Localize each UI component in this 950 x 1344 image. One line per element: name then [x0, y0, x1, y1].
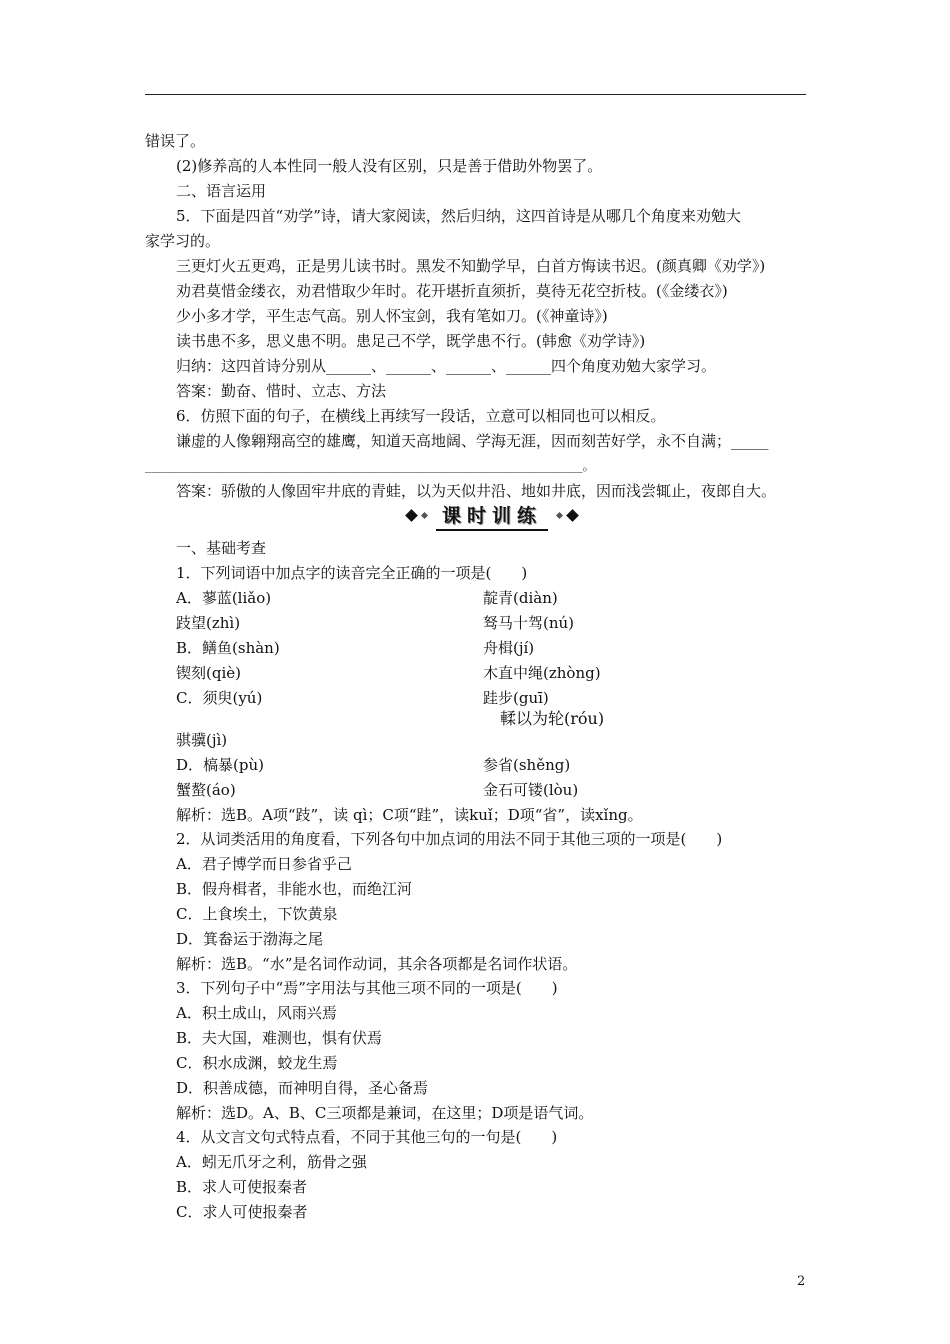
option-item: 蟹螯(áo)	[176, 781, 236, 799]
option-item: 金石可镂(lòu)	[483, 781, 579, 799]
option-item: B．鳝鱼(shàn)	[176, 639, 280, 657]
diamond-icon	[421, 511, 428, 518]
option-item: 輮以为轮(róu)	[500, 709, 605, 728]
option-item: A．君子博学而日参省乎己	[176, 855, 352, 873]
analysis-line: 解析：选B。“水”是名词作动词，其余各项都是名词作状语。	[176, 955, 578, 973]
option-item: B．求人可使报秦者	[176, 1178, 308, 1196]
option-item: D．积善成德，而神明自得，圣心备焉	[176, 1079, 429, 1097]
option-item: C．求人可使报秦者	[176, 1203, 308, 1221]
option-item: D．槁暴(pù)	[176, 756, 264, 774]
question-stem: 4．从文言文句式特点看，不同于其他三句的一句是( )	[176, 1128, 558, 1146]
option-item: C．积水成渊，蛟龙生焉	[176, 1054, 338, 1072]
text-line: 错误了。	[145, 132, 206, 150]
poem-line: 读书患不多，思义患不明。患足己不学，既学患不行。(韩愈《劝学诗》)	[176, 332, 646, 350]
option-item: C．上食埃土，下饮黄泉	[176, 905, 338, 923]
option-item: B．夫大国，难测也，惧有伏焉	[176, 1029, 383, 1047]
option-item: A．蚓无爪牙之利，筋骨之强	[176, 1153, 367, 1171]
option-item: 跬步(guī)	[483, 689, 549, 707]
text-line: 家学习的。	[145, 232, 221, 250]
option-item: 舟楫(jí)	[483, 639, 535, 657]
poem-line: 劝君莫惜金缕衣，劝君惜取少年时。花开堪折直须折，莫待无花空折枝。(《金缕衣》)	[176, 282, 728, 300]
question-stem: 3．下列句子中“焉”字用法与其他三项不同的一项是( )	[176, 979, 558, 997]
option-item: 靛青(diàn)	[483, 589, 558, 607]
analysis-line: 解析：选B。A项“跂”，读 qì；C项“跬”，读kuǐ；D项“省”，读xǐng。	[176, 806, 643, 824]
option-item: A．蓼蓝(liǎo)	[176, 589, 272, 607]
diamond-icon	[405, 509, 418, 522]
question-stem: 1．下列词语中加点字的读音完全正确的一项是( )	[176, 564, 528, 582]
text-line: (2)修养高的人本性同一般人没有区别，只是善于借助外物罢了。	[176, 157, 603, 175]
option-item: D．箕畚运于渤海之尾	[176, 930, 324, 948]
answer-line: 答案：勤奋、惜时、立志、方法	[176, 382, 387, 400]
question-stem: 6．仿照下面的句子，在横线上再续写一段话，立意可以相同也可以相反。	[176, 407, 666, 425]
option-item: 骐骥(jì)	[176, 731, 228, 749]
section-heading: 一、基础考查	[176, 539, 267, 557]
summary-line: 归纳：这四首诗分别从______、______、______、______四个角度劝勉大家学习。	[176, 357, 717, 375]
diamond-icon	[566, 509, 579, 522]
page-number: 2	[797, 1274, 806, 1289]
option-item: C．须臾(yú)	[176, 689, 263, 707]
option-item: 锲刻(qiè)	[176, 664, 241, 682]
diamond-icon	[556, 511, 563, 518]
text-line: 谦虚的人像翱翔高空的雄鹰，知道天高地阔、学海无涯，因而刻苦好学，永不自满；_____	[176, 432, 769, 450]
question-stem: 5．下面是四首“劝学”诗，请大家阅读，然后归纳，这四首诗是从哪几个角度来劝勉大	[176, 207, 741, 225]
blank-line: ______________________________________________________________________。	[145, 458, 596, 473]
option-item: A．积土成山，风雨兴焉	[176, 1004, 337, 1022]
question-stem: 2．从词类活用的角度看，下列各句中加点词的用法不同于其他三项的一项是( )	[176, 830, 723, 848]
banner-title: 课时训练	[436, 500, 548, 531]
poem-line: 三更灯火五更鸡，正是男儿读书时。黑发不知勤学早，白首方悔读书迟。(颜真卿《劝学》)	[176, 257, 766, 275]
option-item: 参省(shěng)	[483, 756, 571, 774]
poem-line: 少小多才学，平生志气高。别人怀宝剑，我有笔如刀。(《神童诗》)	[176, 307, 608, 325]
option-item: 木直中绳(zhòng)	[483, 664, 601, 682]
option-item: B．假舟楫者，非能水也，而绝江河	[176, 880, 413, 898]
answer-line: 答案：骄傲的人像固牢井底的青蛙，以为天似井沿、地如井底，因而浅尝辄止，夜郎自大。	[176, 482, 777, 500]
header-rule	[145, 94, 806, 95]
option-item: 驽马十驾(nú)	[483, 614, 575, 632]
option-item: 跂望(zhì)	[176, 614, 241, 632]
analysis-line: 解析：选D。A、B、C三项都是兼词，在这里；D项是语气词。	[176, 1104, 594, 1122]
section-banner	[392, 502, 592, 528]
section-heading: 二、语言运用	[176, 182, 267, 200]
